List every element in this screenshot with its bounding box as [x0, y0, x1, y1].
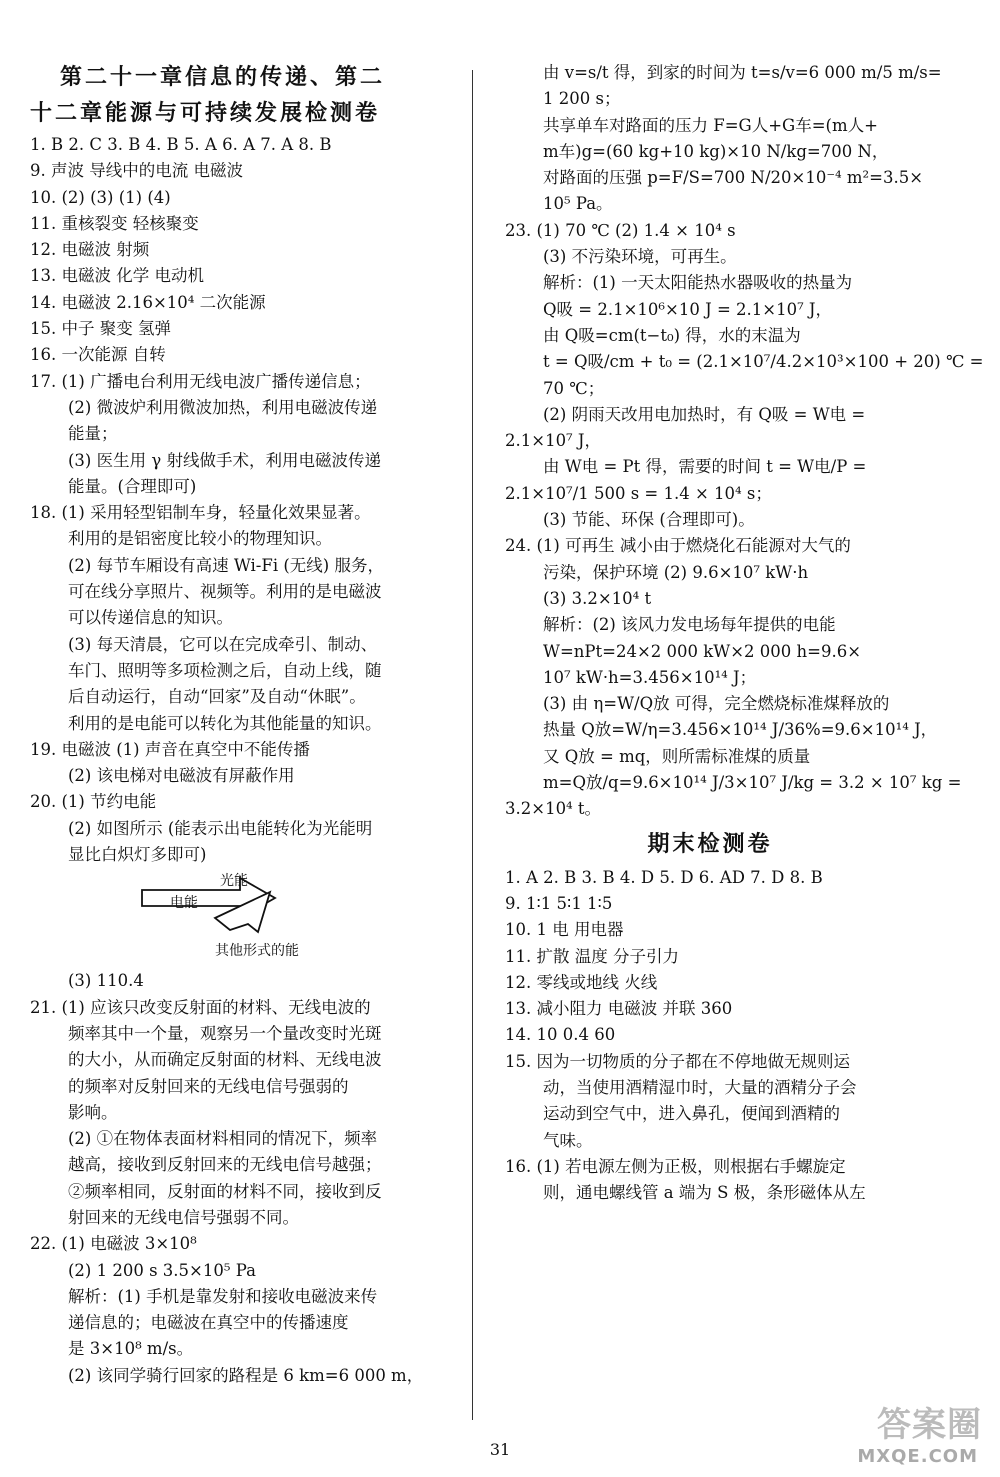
answer-line: (2) 阴雨天改用电加热时，有 Q吸 = W电 = [543, 404, 866, 424]
answer-line: 解析：(2) 该风力发电场每年提供的电能 [543, 615, 836, 635]
answer-line: 11. 扩散 温度 分子引力 [505, 946, 679, 966]
answer-line: (2) 每节车厢设有高速 Wi-Fi (无线) 服务， [68, 555, 384, 575]
right-answers-b [505, 865, 915, 1207]
answer-line: 污染，保护环境 (2) 9.6×10⁷ kW·h [543, 562, 809, 582]
answer-line: 共享单车对路面的压力 F=G人+G车=(m人+ [543, 115, 878, 135]
answer-line: 14. 电磁波 2.16×10⁴ 二次能源 [30, 292, 266, 312]
light-energy-label: 光能 [220, 873, 248, 890]
answer-line: 16. (1) 若电源左侧为正极，则根据右手螺旋定 [505, 1156, 846, 1176]
answer-line: 12. 零线或地线 火线 [505, 972, 658, 992]
answer-line: 2.1×10⁷/1 500 s = 1.4 × 10⁴ s； [505, 483, 772, 503]
answer-line: 10⁷ kW·h=3.456×10¹⁴ J； [543, 667, 757, 687]
answer-line: 则，通电螺线管 a 端为 S 极，条形磁体从左 [543, 1183, 866, 1203]
electric-energy-label: 电能 [170, 895, 198, 912]
answer-line: 17. (1) 广播电台利用无线电波广播传递信息； [30, 371, 371, 391]
answer-line: m=Q放/q=9.6×10¹⁴ J/3×10⁷ J/kg = 3.2 × 10⁷ kg = [543, 773, 962, 793]
answer-line: (2) 如图所示 (能表示出电能转化为光能明 [68, 818, 373, 838]
left-column [30, 60, 460, 1389]
answer-line: 递信息的；电磁波在真空中的传播速度 [68, 1313, 349, 1333]
page-number: 31 [489, 1440, 511, 1459]
answer-line: 可以传递信息的知识。 [68, 608, 233, 628]
answer-line: 1 200 s； [543, 89, 621, 109]
answer-line: t = Q吸/cm + t₀ = (2.1×10⁷/4.2×10³×100 + 20) ℃ = [543, 352, 984, 372]
answer-line: 解析：(1) 一天太阳能热水器吸收的热量为 [543, 273, 853, 293]
answer-line: 由 v=s/t 得，到家的时间为 t=s/v=6 000 m/5 m/s= [543, 63, 942, 82]
answer-line: 13. 减小阻力 电磁波 并联 360 [505, 999, 733, 1019]
watermark-url: MXQE.COM [857, 1446, 978, 1467]
answer-line: 可在线分享照片、视频等。利用的是电磁波 [68, 582, 382, 602]
answer-line: 的频率对反射回来的无线电信号强弱的 [68, 1076, 349, 1096]
left-answers-a [30, 132, 460, 868]
answer-line: 15. 因为一切物质的分子都在不停地做无规则运 [505, 1051, 850, 1071]
answer-line: 18. (1) 采用轻型铝制车身，轻量化效果显著。 [30, 503, 371, 523]
answer-line: 能量； [68, 424, 118, 444]
answer-line: 9. 声波 导线中的电流 电磁波 [30, 161, 243, 181]
answer-line: (2) 该电梯对电磁波有屏蔽作用 [68, 766, 295, 786]
answer-line: 10. (2) (3) (1) (4) [30, 187, 171, 207]
answer-line: 22. (1) 电磁波 3×10⁸ [30, 1234, 197, 1254]
answer-line: 越高，接收到反射回来的无线电信号越强； [68, 1155, 382, 1175]
section-title-line-1: 第二十一章信息的传递、第二 [60, 65, 386, 90]
watermark-text: 答案圈 [877, 1405, 982, 1445]
answer-line: 热量 Q放=W/η=3.456×10¹⁴ J/36%=9.6×10¹⁴ J， [543, 720, 938, 740]
answer-line: 11. 重核裂变 轻核聚变 [30, 213, 199, 233]
answer-line: 24. (1) 可再生 减小由于燃烧化石能源对大气的 [505, 536, 851, 556]
answer-line: 20. (1) 节约电能 [30, 792, 157, 812]
answer-line: 射回来的无线电信号强弱不同。 [68, 1207, 299, 1227]
answer-line: 是 3×10⁸ m/s。 [68, 1339, 194, 1359]
watermark-logo [832, 1397, 982, 1467]
answer-line: 动，当使用酒精湿巾时，大量的酒精分子会 [543, 1077, 857, 1097]
answer-line: (3) 3.2×10⁴ t [543, 588, 652, 608]
answer-line: 频率其中一个量，观察另一个量改变时光斑 [68, 1023, 382, 1043]
answer-line: 运动到空气中，进入鼻孔，便闻到酒精的 [543, 1104, 840, 1124]
answer-line: 后自动运行，自动“回家”及自动“休眠”。 [68, 687, 366, 707]
answer-line: ②频率相同，反射面的材料不同，接收到反 [68, 1181, 382, 1201]
right-column [505, 60, 984, 1206]
right-answers-a [505, 60, 984, 823]
answer-line: 由 Q吸=cm(t−t₀) 得，水的末温为 [543, 325, 801, 345]
answer-line: 9. 1∶1 5∶1 1∶5 [505, 893, 613, 913]
answer-line: (2) ①在物体表面材料相同的情况下，频率 [68, 1129, 378, 1149]
answer-line: W=nPt=24×2 000 kW×2 000 h=9.6× [543, 641, 862, 661]
answer-line: 1. A 2. B 3. B 4. D 5. D 6. AD 7. D 8. B [505, 867, 823, 887]
answer-line: 显比白炽灯多即可) [68, 845, 207, 865]
answer-line: 2.1×10⁷ J， [505, 431, 602, 451]
energy-conversion-diagram [30, 870, 460, 966]
answer-line: 70 ℃； [543, 378, 605, 398]
answer-line: 气味。 [543, 1130, 593, 1150]
answer-line: 10. 1 电 用电器 [505, 920, 624, 940]
answer-line: 16. 一次能源 自转 [30, 345, 166, 365]
answer-line: (2) 微波炉利用微波加热，利用电磁波传递 [68, 397, 378, 417]
answer-line: 15. 中子 聚变 氢弹 [30, 319, 171, 339]
answer-line: 又 Q放 = mq，则所需标准煤的质量 [543, 746, 811, 766]
answer-line: 12. 电磁波 射频 [30, 240, 150, 260]
answer-line: (2) 该同学骑行回家的路程是 6 km=6 000 m， [68, 1365, 424, 1385]
other-energy-label: 其他形式的能 [215, 943, 299, 960]
answer-line: (2) 1 200 s 3.5×10⁵ Pa [68, 1260, 256, 1280]
answer-line: 14. 10 0.4 60 [505, 1025, 616, 1045]
answer-line: m车)g=(60 kg+10 kg)×10 N/kg=700 N， [543, 141, 889, 161]
answer-line: 的大小，从而确定反射面的材料、无线电波 [68, 1050, 382, 1070]
answer-line: 19. 电磁波 (1) 声音在真空中不能传播 [30, 739, 310, 759]
answer-line: 利用的是电能可以转化为其他能量的知识。 [68, 713, 382, 733]
answer-line: (3) 节能、环保 (合理即可)。 [543, 510, 755, 530]
answer-line: 由 W电 = Pt 得，需要的时间 t = W电/P = [543, 457, 867, 477]
answer-line: (3) 医生用 γ 射线做手术，利用电磁波传递 [68, 450, 381, 470]
answer-line: (3) 由 η=W/Q放 可得，完全燃烧标准煤释放的 [543, 694, 890, 714]
final-exam-title: 期末检测卷 [647, 831, 773, 857]
answer-line: 解析：(1) 手机是靠发射和接收电磁波来传 [68, 1286, 378, 1306]
answer-line: 能量。(合理即可) [68, 476, 197, 496]
answer-line: 影响。 [68, 1102, 118, 1122]
answer-line: (3) 110.4 [68, 971, 144, 991]
answer-line: 利用的是铝密度比较小的物理知识。 [68, 529, 332, 549]
answer-line: 13. 电磁波 化学 电动机 [30, 266, 204, 286]
answer-line: (3) 不污染环境，可再生。 [543, 247, 737, 267]
column-divider [472, 70, 473, 1420]
answer-line: 对路面的压强 p=F/S=700 N/20×10⁻⁴ m²=3.5× [543, 168, 924, 188]
answer-line: 1. B 2. C 3. B 4. B 5. A 6. A 7. A 8. B [30, 135, 332, 154]
section-title-line-2: 十二章能源与可持续发展检测卷 [30, 101, 381, 126]
left-answers-b [30, 968, 460, 1389]
answer-line: 3.2×10⁴ t。 [505, 799, 602, 819]
answer-line: 10⁵ Pa。 [543, 194, 613, 214]
answer-line: Q吸 = 2.1×10⁶×10 J = 2.1×10⁷ J， [543, 299, 833, 319]
answer-line: (3) 每天清晨，它可以在完成牵引、制动、 [68, 634, 378, 654]
answer-line: 21. (1) 应该只改变反射面的材料、无线电波的 [30, 997, 371, 1017]
answer-line: 23. (1) 70 ℃ (2) 1.4 × 10⁴ s [505, 220, 736, 240]
answer-line: 车门、照明等多项检测之后，自动上线，随 [68, 660, 382, 680]
